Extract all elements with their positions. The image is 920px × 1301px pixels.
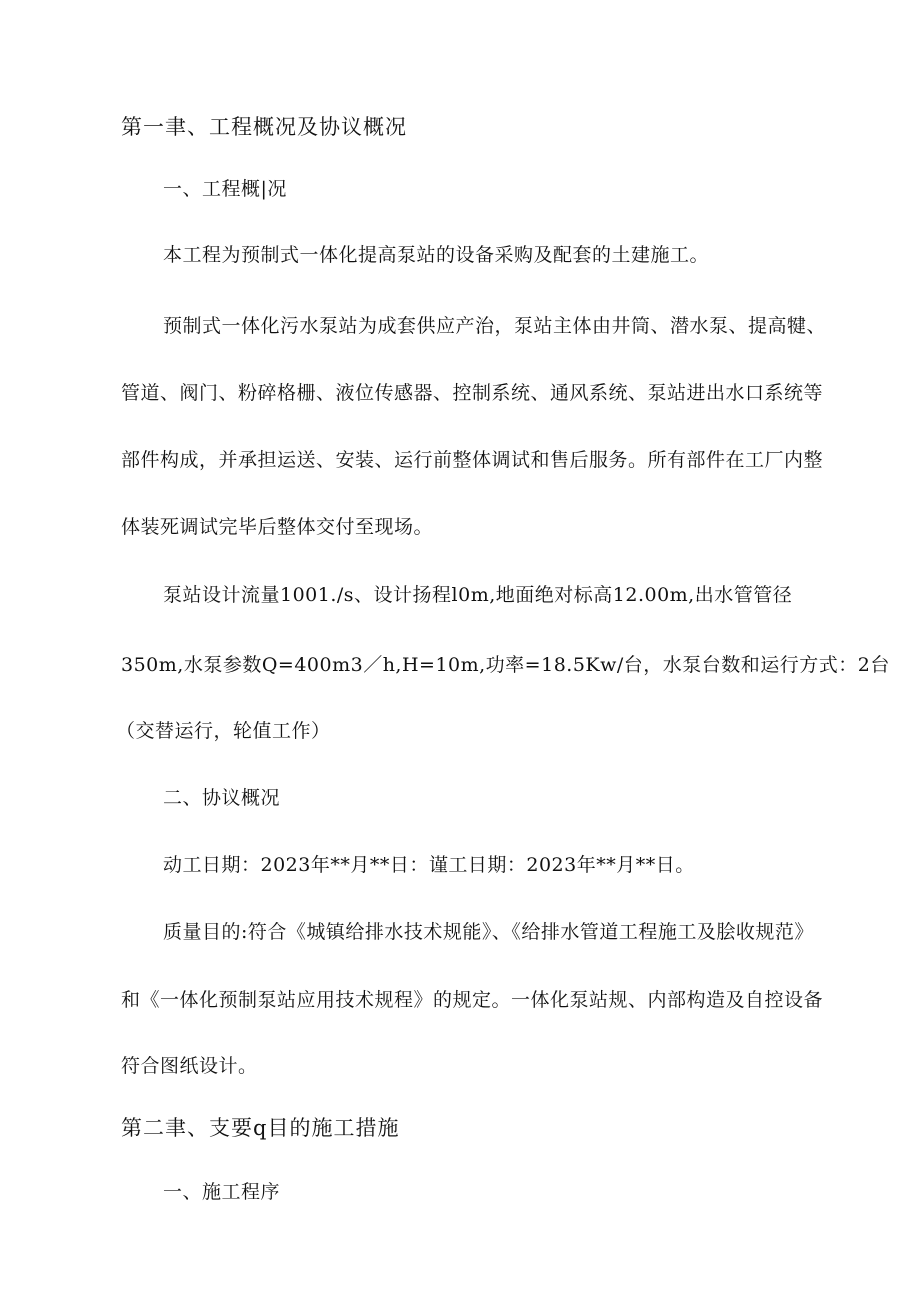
paragraph-line: 部件构成，并承担运送、安装、运行前整体调试和售后服务。所有部件在工厂内整 [121, 449, 824, 471]
paragraph-line: （交替运行，轮值工作） [116, 720, 331, 742]
section-2-title: 二、协议概况 [163, 787, 281, 809]
paragraph-line: 体装死调试完毕后整体交付至现场。 [121, 516, 434, 538]
paragraph-line: 管道、阀门、粉碎格栅、液位传感器、控制系统、通风系统、泵站进出水口系统等 [121, 382, 824, 404]
section-1-title: 一、工程概|况 [163, 178, 287, 200]
paragraph-line: 符合图纸设计。 [121, 1055, 258, 1077]
paragraph-line: 泵站设计流量1001./s、设计扬程l0m,地面绝对标高12.00m,出水管管径 [163, 584, 793, 606]
paragraph-dates: 动工日期：2023年**月**日：谨工日期：2023年**月**日。 [163, 854, 695, 876]
paragraph-line: 预制式一体化污水泵站为成套供应产治，泵站主体由井筒、潜水泵、提高犍、 [163, 315, 827, 337]
paragraph-line: 和《一体化预制泵站应用技术规程》的规定。一体化泵站规、内部构造及自控设备 [121, 989, 824, 1011]
chapter-2-title: 第二聿、支要q目的施工措施 [121, 1116, 400, 1140]
paragraph-line: 质量目的:符合《城镇给排水技术规能》、《给排水管道工程施工及脍收规范》 [163, 921, 814, 943]
chapter-2-section-1-title: 一、施工程序 [163, 1181, 281, 1203]
chapter-1-title: 第一聿、工程概况及协议概况 [121, 115, 407, 139]
paragraph-project-scope: 本工程为预制式一体化提高泵站的设备采购及配套的土建施工。 [163, 244, 710, 266]
paragraph-line: 350m,水泵参数Q=400m3／h,H=10m,功率=18.5Kw/台，水泵台数和运行方式：2台 [121, 654, 890, 676]
